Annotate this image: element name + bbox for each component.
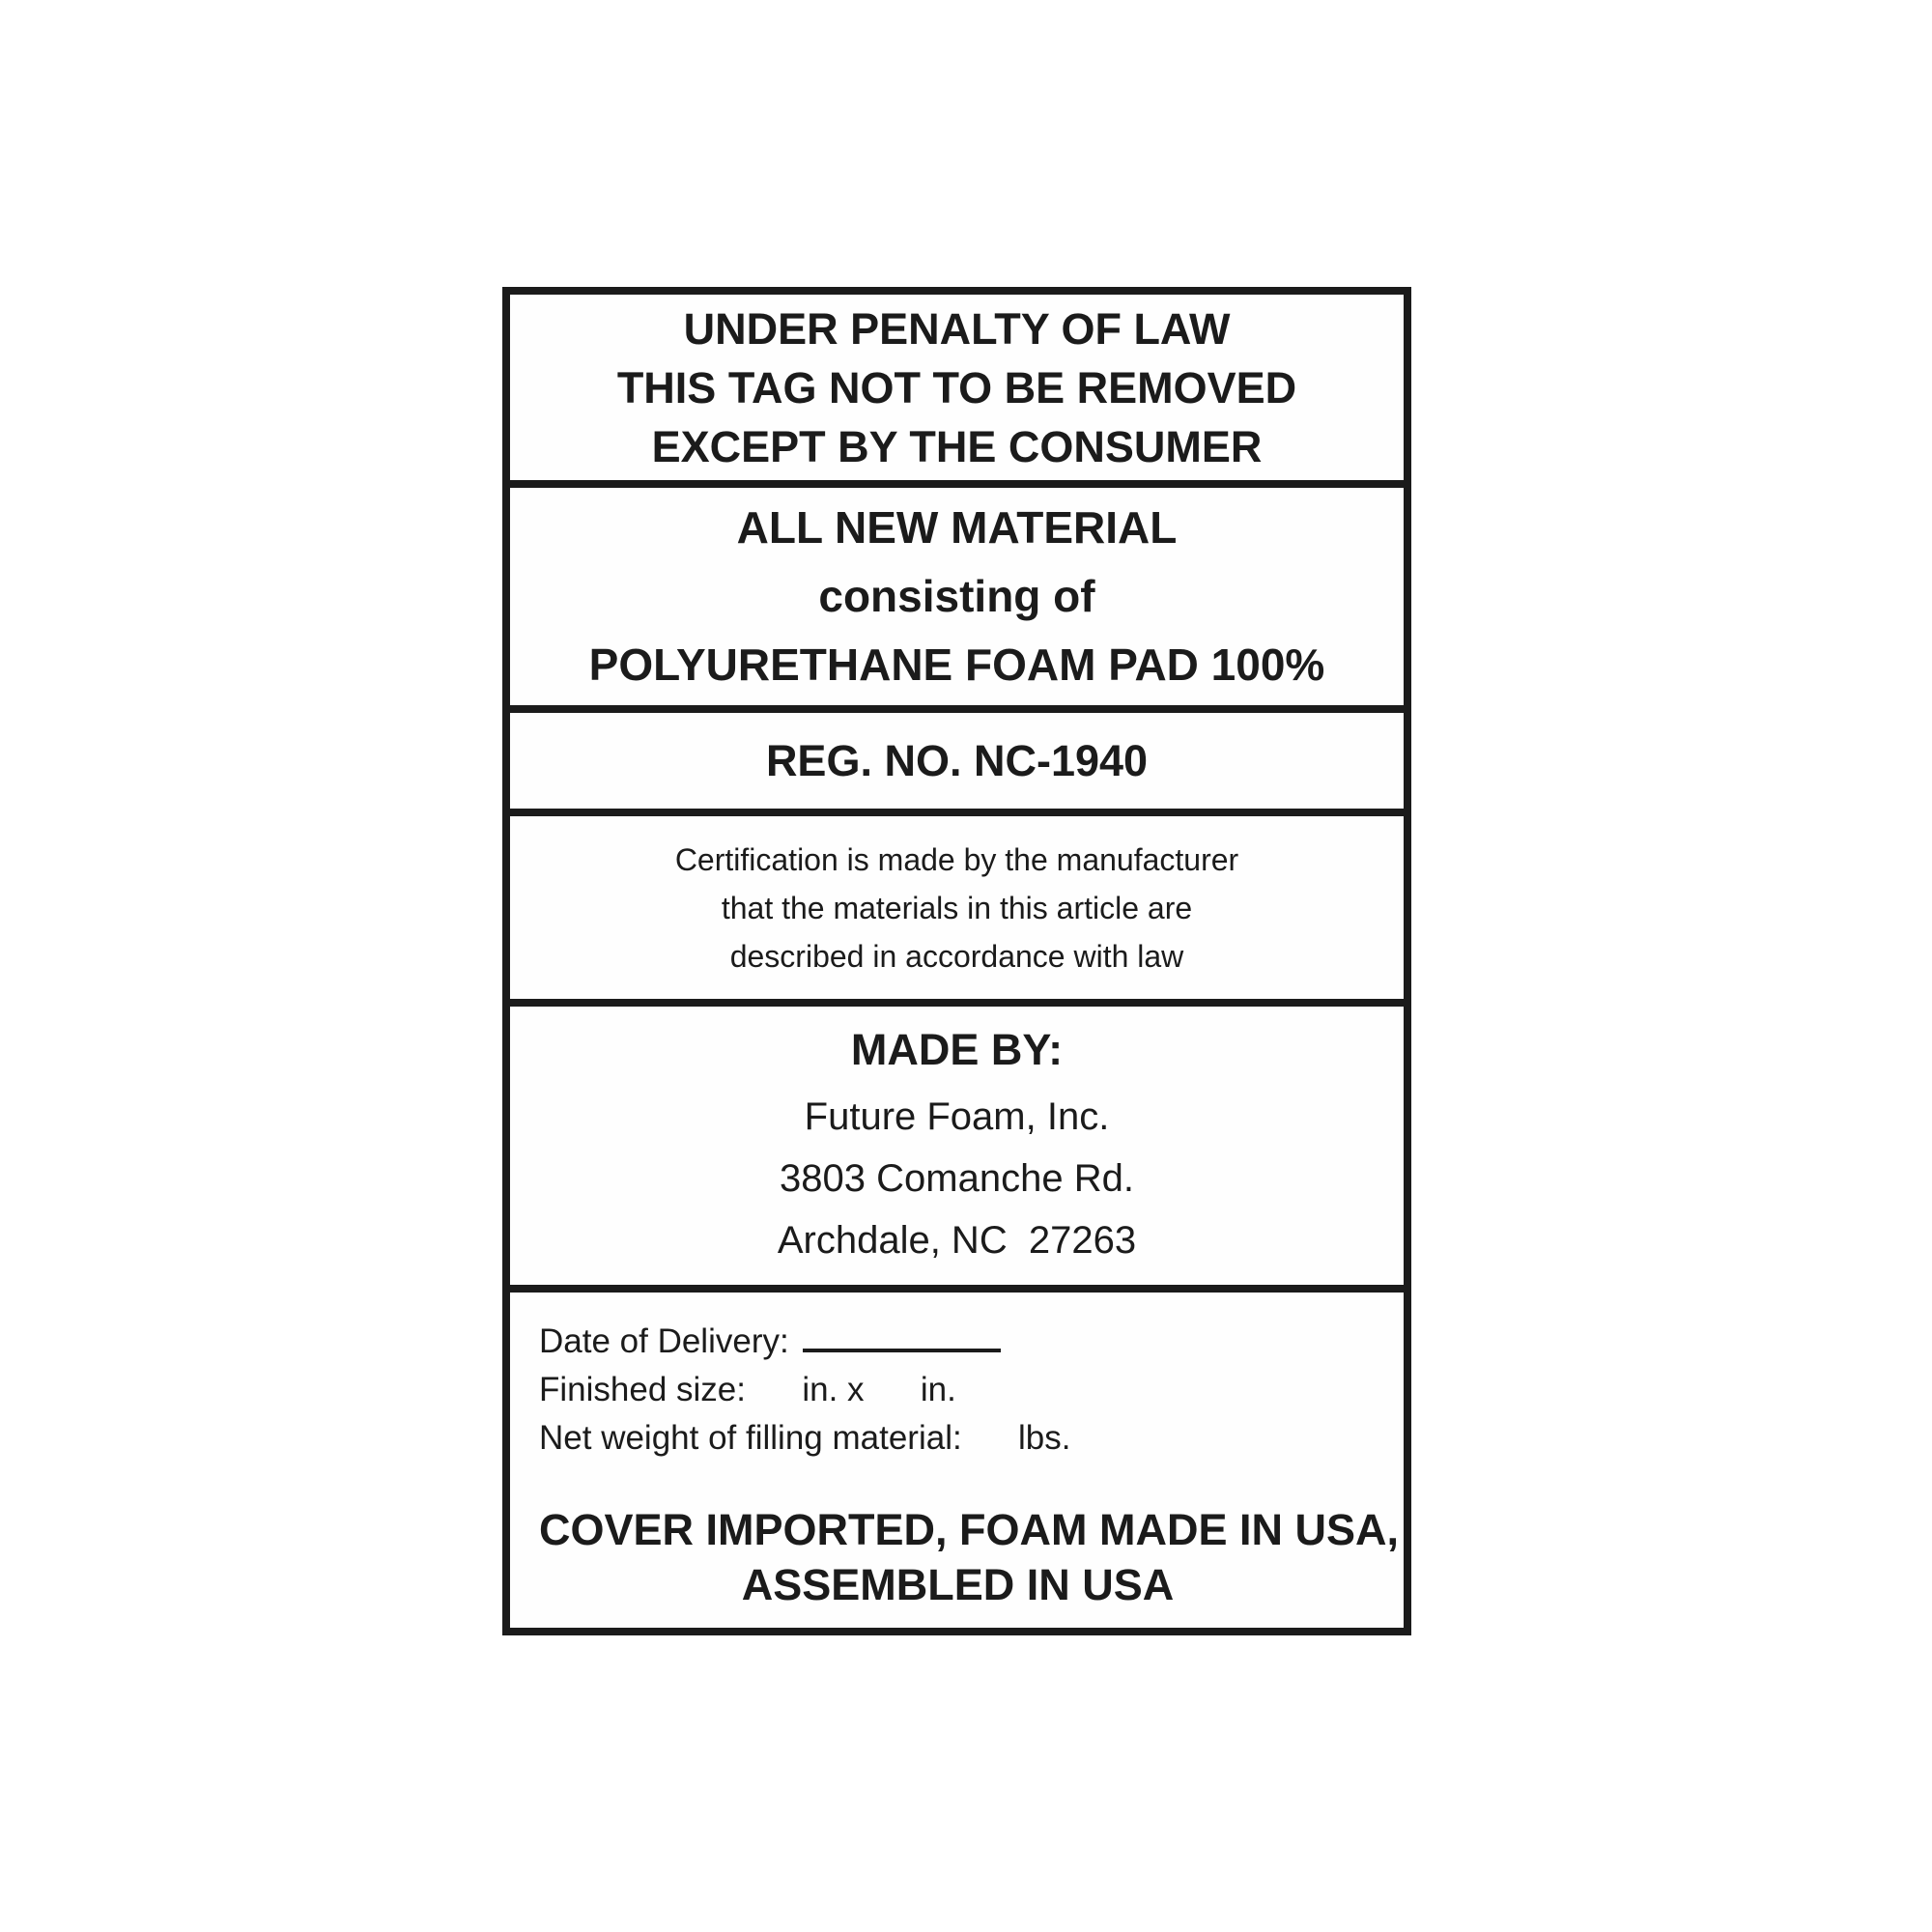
origin-statement: [539, 1502, 1400, 1612]
made-by-heading: MADE BY:: [850, 1025, 1064, 1074]
manufacturer-street: 3803 Comanche Rd.: [780, 1157, 1134, 1200]
penalty-line-1: UNDER PENALTY OF LAW: [683, 303, 1231, 354]
date-of-delivery-label: Date of Delivery:: [539, 1322, 789, 1360]
certification-line-2: that the materials in this article are: [721, 890, 1193, 925]
section-penalty-notice: [510, 295, 1404, 488]
law-label-tag: [502, 287, 1411, 1635]
material-line-3: POLYURETHANE FOAM PAD 100%: [588, 639, 1325, 690]
date-of-delivery-row: [539, 1318, 1377, 1366]
material-line-1: ALL NEW MATERIAL: [736, 502, 1178, 553]
section-delivery-details: [510, 1293, 1404, 1628]
certification-line-1: Certification is made by the manufacturer: [674, 841, 1239, 877]
manufacturer-city-state-zip: Archdale, NC 27263: [777, 1219, 1137, 1262]
certification-line-3: described in accordance with law: [729, 938, 1184, 974]
manufacturer-name: Future Foam, Inc.: [804, 1095, 1110, 1138]
penalty-line-2: THIS TAG NOT TO BE REMOVED: [616, 362, 1297, 412]
penalty-line-3: EXCEPT BY THE CONSUMER: [651, 421, 1263, 471]
finished-size-row: Finished size: in. x in.: [539, 1371, 956, 1408]
section-manufacturer: [510, 1007, 1404, 1293]
date-of-delivery-blank-line: [803, 1319, 1001, 1352]
origin-line-1: COVER IMPORTED, FOAM MADE IN USA,: [539, 1505, 1400, 1554]
net-weight-row: Net weight of filling material: lbs.: [539, 1419, 1071, 1457]
section-certification-statement: [510, 816, 1404, 1007]
material-line-2: consisting of: [818, 571, 1095, 621]
section-registration-number: [510, 713, 1404, 816]
origin-line-2: ASSEMBLED IN USA: [741, 1560, 1175, 1609]
section-material-declaration: [510, 488, 1404, 713]
registration-number: REG. NO. NC-1940: [765, 736, 1149, 785]
